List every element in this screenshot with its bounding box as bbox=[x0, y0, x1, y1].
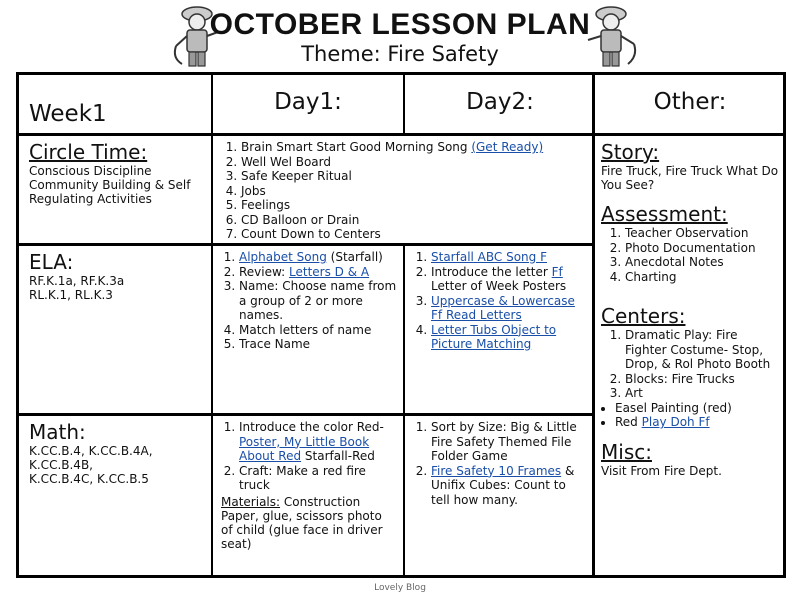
list-item: 2. Blocks: Fire Trucks bbox=[625, 372, 780, 387]
list-item: 3. Safe Keeper Ritual bbox=[241, 169, 588, 184]
list-item: 2. Well Wel Board bbox=[241, 155, 588, 170]
lesson-plan-table bbox=[16, 72, 786, 578]
circle-time-desc: Conscious Discipline Community Building & Self Regulating Activities bbox=[29, 164, 191, 206]
header-other-text: Other: bbox=[653, 89, 727, 115]
starfall-abc-link[interactable]: Starfall ABC Song F bbox=[431, 250, 547, 264]
header-week-text: Week1 bbox=[29, 101, 107, 127]
list-item bbox=[431, 294, 588, 323]
ela-standards: RF.K.1a, RF.K.3a RL.K.1, RL.K.3 bbox=[29, 274, 125, 302]
math-day1-list bbox=[215, 420, 397, 493]
circle-time-cell bbox=[19, 133, 211, 243]
list-item bbox=[431, 250, 588, 265]
circle-time-heading: Circle Time: bbox=[29, 140, 148, 164]
list-item: 2. Photo Documentation bbox=[625, 241, 780, 256]
list-item: 3. Name: Choose name from a group of 2 or more names. bbox=[239, 279, 397, 323]
list-item: 1. Dramatic Play: Fire Fighter Costume- Stop, Drop, & Rol Photo Booth bbox=[625, 328, 780, 372]
list-item: 5. Feelings bbox=[241, 198, 588, 213]
header-day1-text: Day1: bbox=[274, 89, 342, 115]
header-other bbox=[592, 75, 786, 133]
uppercase-lowercase-link[interactable]: Uppercase & Lowercase Ff Read Letters bbox=[431, 293, 575, 322]
list-item: 2. Fire Safety 10 Frames & Unifix Cubes: Count to tell how many. bbox=[431, 464, 588, 508]
red-poster-link[interactable]: Poster, My Little Book About Red bbox=[239, 434, 370, 463]
math-day2-list bbox=[407, 420, 588, 507]
page-subtitle: Theme: Fire Safety bbox=[301, 42, 499, 66]
page-title: OCTOBER LESSON PLAN bbox=[209, 8, 591, 41]
math-heading: Math: bbox=[29, 420, 86, 444]
centers-list bbox=[601, 328, 780, 401]
centers-heading: Centers: bbox=[601, 304, 686, 328]
story-text: Fire Truck, Fire Truck What Do You See? bbox=[601, 164, 779, 192]
header-day2-text: Day2: bbox=[466, 89, 534, 115]
math-day2 bbox=[403, 413, 592, 578]
list-item: • Red Play Doh Ff bbox=[615, 415, 780, 430]
math-cell bbox=[19, 413, 211, 578]
misc-text: Visit From Fire Dept. bbox=[601, 463, 722, 478]
list-item: 1. Introduce the color Red- Poster, My Little Book About Red Starfall-Red bbox=[239, 420, 397, 464]
list-item: 2. Craft: Make a red fire truck bbox=[239, 464, 397, 493]
header-day1 bbox=[211, 75, 403, 133]
circle-time-plan bbox=[211, 133, 592, 243]
list-item: 2. Review: Letters D & A bbox=[239, 265, 397, 280]
list-item: • Easel Painting (red) bbox=[615, 401, 780, 416]
assessment-heading: Assessment: bbox=[601, 202, 728, 226]
list-item bbox=[431, 323, 588, 352]
list-item: 5. Trace Name bbox=[239, 337, 397, 352]
ela-day2-list bbox=[407, 250, 588, 352]
ela-day2 bbox=[403, 243, 592, 413]
list-item: 4. Match letters of name bbox=[239, 323, 397, 338]
list-item: 7. Count Down to Centers bbox=[241, 227, 588, 242]
other-column bbox=[592, 133, 786, 578]
list-item: 1. Teacher Observation bbox=[625, 226, 780, 241]
materials-text: Materials: Construction Paper, glue, scissors photo of child (glue face in driver seat) bbox=[221, 494, 383, 551]
math-day1 bbox=[211, 413, 403, 578]
header-week bbox=[19, 75, 211, 133]
list-item: 6. CD Balloon or Drain bbox=[241, 213, 588, 228]
letter-ff-link[interactable]: Ff bbox=[551, 264, 563, 279]
list-item: 1. Sort by Size: Big & Little Fire Safety Themed File Folder Game bbox=[431, 420, 588, 464]
list-item: 1. Brain Smart Start Good Morning Song (Get Ready) bbox=[241, 140, 588, 155]
assessment-list bbox=[601, 226, 780, 284]
letters-link[interactable]: Letters D & A bbox=[289, 264, 370, 279]
ela-heading: ELA: bbox=[29, 250, 74, 274]
math-standards: K.CC.B.4, K.CC.B.4A, K.CC.B.4B, K.CC.B.4C, K.CC.B.5 bbox=[29, 444, 153, 486]
ela-day1-list bbox=[215, 250, 397, 352]
list-item: 4. Charting bbox=[625, 270, 780, 285]
circle-time-list bbox=[217, 140, 588, 242]
list-item: 3. Art bbox=[625, 386, 780, 401]
art-list bbox=[601, 401, 780, 430]
letter-tubs-link[interactable]: Letter Tubs Object to Picture Matching bbox=[431, 322, 557, 351]
list-item: 1. Alphabet Song (Starfall) bbox=[239, 250, 397, 265]
alphabet-song-link[interactable]: Alphabet Song bbox=[239, 250, 327, 264]
list-item: 3. Anecdotal Notes bbox=[625, 255, 780, 270]
list-item: 2. Introduce the letter Ff Letter of Week Posters bbox=[431, 265, 588, 294]
footer-credit: Lovely Blog bbox=[374, 583, 426, 593]
ten-frames-link[interactable]: Fire Safety 10 Frames bbox=[431, 463, 562, 478]
play-doh-link[interactable]: Play Doh Ff bbox=[641, 415, 710, 429]
ela-day1 bbox=[211, 243, 403, 413]
story-heading: Story: bbox=[601, 140, 660, 164]
misc-heading: Misc: bbox=[601, 439, 652, 464]
ela-cell bbox=[19, 243, 211, 413]
header-day2 bbox=[403, 75, 595, 133]
get-ready-link[interactable]: (Get Ready) bbox=[471, 140, 544, 154]
list-item: 4. Jobs bbox=[241, 184, 588, 199]
